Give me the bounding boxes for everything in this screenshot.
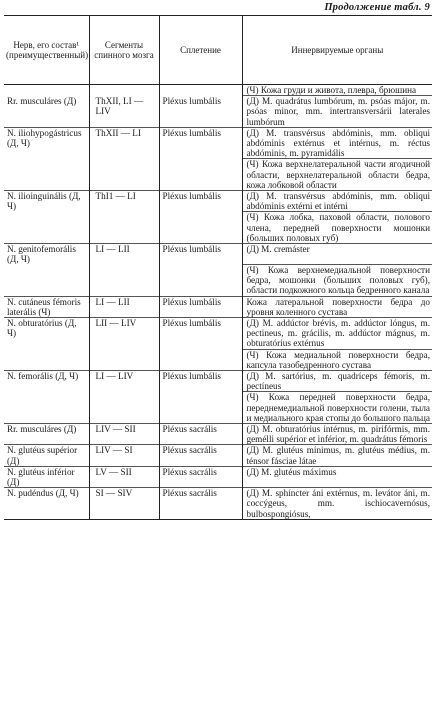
segments-cell: ThXII — LI: [89, 127, 159, 159]
segments-cell: [89, 264, 159, 296]
table-row: [4, 370, 432, 391]
organs-cell: (Ч) Кожа груди и живота, плевра, брюшина: [242, 85, 432, 96]
segments-cell: [89, 392, 159, 424]
plexus-cell: Pléxus sacrális: [159, 445, 242, 466]
nerve-cell: N. glutéus supérior (Д): [4, 445, 89, 466]
nerve-cell: [4, 85, 89, 96]
organs-cell: (Ч) Кожа верхнелатеральной части ягодичной области, верхнелатеральной области бедра, кожа лобковой области: [242, 159, 432, 191]
nerve-cell: Rr. musculáres (Д): [4, 96, 89, 128]
table-row: [4, 488, 432, 520]
table-row: [4, 96, 432, 128]
nerve-cell: Rr. musculáres (Д): [4, 424, 89, 445]
plexus-cell: [159, 212, 242, 244]
organs-cell: (Д) M. quadrátus lumbórum, m. psóas májor, m. psóas minor, mm. intertransversárii laterales lumbórum: [242, 96, 432, 128]
nerve-cell: N. iliohypogástricus (Д, Ч): [4, 127, 89, 159]
nerve-cell: [4, 212, 89, 244]
table-row: [4, 191, 432, 212]
table-row: [4, 445, 432, 466]
organs-cell: (Д) M. addúctor brévis, m. addúctor lóngus, m. pectineus, m. grácilis, m. addúctor mágnus, m. obturatórius extérnus: [242, 317, 432, 349]
header-organs: Иннервируемые органы: [242, 16, 432, 85]
segments-cell: [89, 159, 159, 191]
plexus-cell: Pléxus lumbális: [159, 296, 242, 317]
table-row: [4, 159, 432, 191]
table-row: [4, 212, 432, 244]
nerve-cell: N. pudéndus (Д, Ч): [4, 488, 89, 520]
organs-cell: (Ч) Кожа верхнемедиальной поверхности бедра, мошонки (больших половых губ), области подкожного кольца бедренного канала: [242, 264, 432, 296]
header-nerve: Нерв, его состав¹ (преимущественный): [4, 16, 89, 85]
organs-cell: (Ч) Кожа лобка, паховой области, полового члена, передней поверхности мошонки (больших половых губ): [242, 212, 432, 244]
table-row: [4, 264, 432, 296]
segments-cell: ThXII, LI — LIV: [89, 96, 159, 128]
nerve-cell: [4, 349, 89, 370]
organs-cell: (Д) M. obturatórius intérnus, m. pirifórmis, mm. gemélli supérior et inférior, m. quadrátus fémoris: [242, 424, 432, 445]
segments-cell: LII — LIV: [89, 317, 159, 349]
segments-cell: [89, 212, 159, 244]
nerve-cell: N. femorális (Д, Ч): [4, 370, 89, 391]
plexus-cell: Pléxus lumbális: [159, 191, 242, 212]
plexus-cell: [159, 85, 242, 96]
organs-cell: (Д) M. glutéus máximus: [242, 466, 432, 487]
segments-cell: SI — SIV: [89, 488, 159, 520]
segments-cell: LI — LIV: [89, 370, 159, 391]
plexus-cell: [159, 392, 242, 424]
organs-cell: (Ч) Кожа медиальной поверхности бедра, капсула тазобедренного сустава: [242, 349, 432, 370]
plexus-cell: [159, 264, 242, 296]
segments-cell: LI — LII: [89, 296, 159, 317]
table-row: [4, 244, 432, 265]
plexus-cell: Pléxus sacrális: [159, 488, 242, 520]
table-row: [4, 317, 432, 349]
innervation-table-page: [4, 15, 432, 699]
header-segments: Сегменты спинного мозга: [89, 16, 159, 85]
segments-cell: [89, 349, 159, 370]
plexus-cell: Pléxus sacrális: [159, 424, 242, 445]
plexus-cell: Pléxus lumbális: [159, 244, 242, 265]
header-plexus: Сплетение: [159, 16, 242, 85]
table-row: [4, 296, 432, 317]
plexus-cell: [159, 159, 242, 191]
nerve-cell: [4, 159, 89, 191]
table-body: [4, 85, 432, 520]
nerve-cell: N. glutéus inférior (Д): [4, 466, 89, 487]
table-row: [4, 392, 432, 424]
segments-cell: LI — LII: [89, 244, 159, 265]
segments-cell: ThI1 — LI: [89, 191, 159, 212]
table-continuation-caption: Продолжение табл. 9: [324, 2, 430, 13]
plexus-cell: [159, 349, 242, 370]
organs-cell: (Д) M. sphíncter áni extérnus, m. levátor áni, m. coccýgeus, mm. ischiocavernósus, bulbospongiósus,: [242, 488, 432, 520]
table-row: [4, 349, 432, 370]
organs-cell: (Д) M. transvérsus abdóminis, mm. obliqui abdóminis extérni et intérni: [242, 191, 432, 212]
table-row: [4, 127, 432, 159]
segments-cell: LV — SII: [89, 466, 159, 487]
nerve-cell: N. cutáneus fémoris laterális (Ч): [4, 296, 89, 317]
organs-cell: Кожа латеральной поверхности бедра до уровня коленного сустава: [242, 296, 432, 317]
plexus-cell: Pléxus lumbális: [159, 96, 242, 128]
table-row: [4, 424, 432, 445]
segments-cell: [89, 85, 159, 96]
organs-cell: (Д) M. sartórius, m. quadríceps fémoris, m. pectíneus: [242, 370, 432, 391]
nerve-cell: N. ilioinguinális (Д, Ч): [4, 191, 89, 212]
nerve-cell: [4, 392, 89, 424]
segments-cell: LIV — SII: [89, 424, 159, 445]
innervation-table: [4, 15, 432, 520]
organs-cell: (Д) M. glutéus mínimus, m. glutéus médius, m. ténsor fásciae látae: [242, 445, 432, 466]
organs-cell: (Д) M. transvérsus abdóminis, mm. obliqui abdóminis extérnus et intérnus, m. réctus abdóminis, m. pyramidális: [242, 127, 432, 159]
organs-cell: (Ч) Кожа передней поверхности бедра, переднемедиальной поверхности голени, тыла и медиального края стопы до большого пальца: [242, 392, 432, 424]
table-row: [4, 466, 432, 487]
table-row: [4, 85, 432, 96]
plexus-cell: Pléxus lumbális: [159, 317, 242, 349]
plexus-cell: Pléxus sacrális: [159, 466, 242, 487]
plexus-cell: Pléxus lumbális: [159, 127, 242, 159]
organs-cell: (Д) M. cremáster: [242, 244, 432, 265]
nerve-cell: N. genitofemorális (Д, Ч): [4, 244, 89, 265]
nerve-cell: [4, 264, 89, 296]
plexus-cell: Pléxus lumbális: [159, 370, 242, 391]
nerve-cell: N. obturatórius (Д, Ч): [4, 317, 89, 349]
segments-cell: LIV — SI: [89, 445, 159, 466]
table-header-row: [4, 16, 432, 85]
